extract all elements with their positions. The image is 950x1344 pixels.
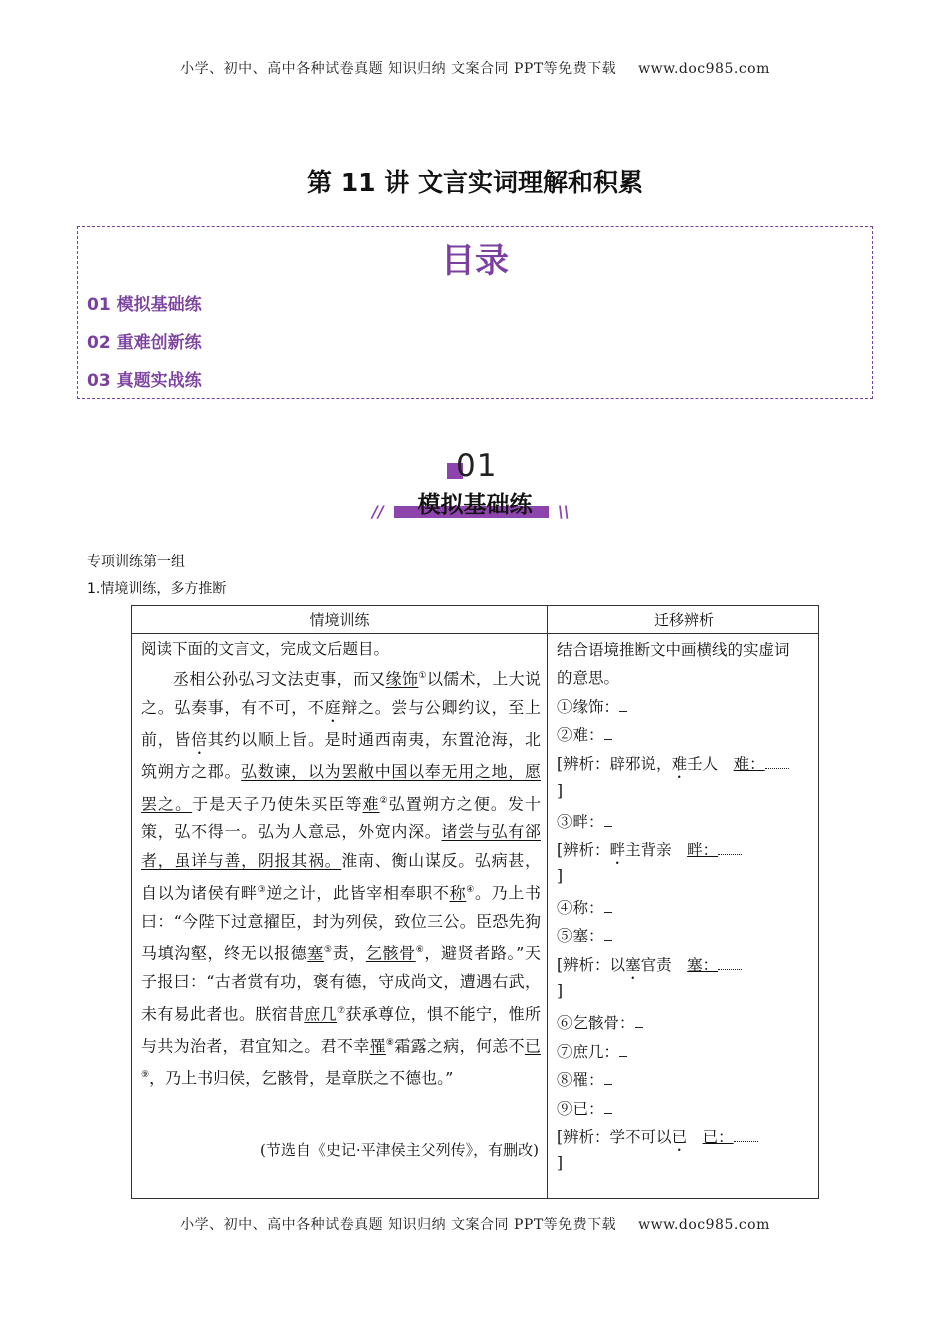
answer-blank-1[interactable]	[619, 697, 627, 712]
toc-box	[77, 226, 873, 399]
term-nan: 难	[362, 793, 380, 813]
term-yi: 已	[524, 1035, 541, 1055]
answer-blank-5[interactable]	[604, 926, 612, 941]
analysis-3: [辨析：以塞官责 塞：	[557, 953, 742, 983]
analysis-blank-4[interactable]	[734, 1127, 758, 1142]
section-badge	[370, 448, 580, 524]
header-divider	[132, 633, 818, 634]
analysis-2-close: ]	[557, 867, 564, 885]
question-3: ③畔：	[557, 810, 612, 832]
answer-blank-6[interactable]	[635, 1013, 643, 1028]
site-banner-bottom	[0, 1214, 950, 1234]
question-4: ④称：	[557, 896, 612, 918]
term-sai: 塞	[307, 943, 324, 963]
analysis-blank-3[interactable]	[718, 955, 742, 970]
question-9: ⑨已：	[557, 1097, 612, 1119]
item-title: 1.情境训练，多方推断	[87, 581, 227, 597]
term-cheng: 称	[449, 882, 467, 902]
analysis-blank-2[interactable]	[718, 840, 742, 855]
slash-decoration-left: //	[372, 502, 384, 521]
passage-source: (节选自《史记·平津侯主父列传》，有删改)	[260, 1141, 539, 1159]
site-banner-top	[0, 58, 950, 78]
section-label: 模拟基础练	[417, 492, 533, 518]
section-number: 01	[456, 448, 498, 484]
banner-text: 小学、初中、高中各种试卷真题 知识归纳 文案合同 PPT等免费下载	[180, 61, 617, 77]
dotted-char-ting: 庭	[324, 697, 342, 717]
answer-blank-7[interactable]	[619, 1042, 627, 1057]
question-5: ⑤塞：	[557, 924, 612, 946]
classical-passage: 丞相公孙弘习文法吏事，而又缘饰①以儒术，上大说之。弘奏事，有不可，不庭辩之。尝与公卿约议，至上前，皆倍其约以顺上旨。是时通西南夷，东置沧海，北筑朔方之郡。弘数谏，以为罢敝中国以奉无用之地，愿罢之。于是天子乃使朱买臣等难②弘置朔方之便。发十策，弘不得一。弘为人意忌，外宽内深。诸尝与弘有郤者，虽详与善，阴报其祸。淮南、衡山谋反。弘病甚，自以为诸侯有畔③逆之计，此皆宰相奉职不称④。乃上书曰：“今陛下过意擢臣，封为列侯，致位三公。臣恐先狗马填沟壑，终无以报德塞⑤责，乞骸骨⑥，避贤者路。”天子报曰：“古者赏有功，褒有德，守成尚文，遭遇右武，未有易此者也。朕宿昔庶几⑦获承尊位，惧不能宁，惟所与共为治者，君宜知之。君不幸罹⑧霜露之病，何恙不已⑨，乃上书归侯，乞骸骨，是章朕之不德也。”	[141, 669, 541, 1087]
right-column-header: 迁移辨析	[653, 611, 714, 629]
toc-item-basic[interactable]: 01 模拟基础练	[87, 295, 202, 315]
toc-item-innovation[interactable]: 02 重难创新练	[87, 333, 202, 353]
question-7: ⑦庶几：	[557, 1040, 627, 1062]
column-divider	[547, 606, 548, 1198]
term-yuanshi: 缘饰	[385, 669, 419, 689]
answer-blank-8[interactable]	[604, 1070, 612, 1085]
question-6: ⑥乞骸骨：	[557, 1011, 643, 1033]
slash-decoration-right: \\	[558, 502, 570, 521]
group-title: 专项训练第一组	[87, 554, 185, 570]
analysis-2: [辨析：畔主背亲 畔：	[557, 838, 742, 868]
term-li: 罹	[369, 1035, 386, 1055]
underlined-sentence-2: 诸尝与弘有郤者，虽详与善，阴报其祸。	[141, 822, 541, 871]
page-title: 第 11 讲 文言实词理解和积累	[307, 168, 643, 197]
exercise-table	[131, 605, 819, 1199]
left-column-header: 情境训练	[309, 611, 370, 629]
banner-text: 小学、初中、高中各种试卷真题 知识归纳 文案合同 PPT等免费下载	[180, 1217, 617, 1233]
banner-url[interactable]: www.doc985.com	[638, 1217, 770, 1233]
analysis-4-close: ]	[557, 1154, 564, 1172]
analysis-blank-1[interactable]	[765, 754, 789, 769]
term-shuji: 庶几	[304, 1003, 337, 1023]
question-1: ①缘饰：	[557, 695, 627, 717]
analysis-1-close: ]	[557, 782, 564, 800]
answer-blank-2[interactable]	[604, 725, 612, 740]
analysis-4: [辨析：学不可以已 已：	[557, 1125, 758, 1155]
instruction: 阅读下面的文言文，完成文后题目。	[141, 640, 390, 658]
question-8: ⑧罹：	[557, 1068, 612, 1090]
answer-blank-4[interactable]	[604, 898, 612, 913]
term-qihaigu: 乞骸骨	[365, 943, 416, 963]
analysis-1: [辨析：辟邪说，难壬人 难：	[557, 752, 789, 782]
toc-heading: 目录	[441, 241, 509, 281]
dotted-char-bei: 倍	[191, 729, 208, 749]
question-2: ②难：	[557, 723, 612, 745]
prompt-line-1: 结合语境推断文中画横线的实虚词	[557, 641, 790, 659]
toc-item-real-exam[interactable]: 03 真题实战练	[87, 371, 202, 391]
prompt-line-2: 的意思。	[557, 669, 620, 687]
banner-url[interactable]: www.doc985.com	[638, 61, 770, 77]
answer-blank-3[interactable]	[604, 812, 612, 827]
analysis-3-close: ]	[557, 982, 564, 1000]
answer-blank-9[interactable]	[604, 1099, 612, 1114]
underlined-sentence-1: 弘数谏，以为罢敝中国以奉无用之地，愿罢之。	[141, 761, 541, 813]
